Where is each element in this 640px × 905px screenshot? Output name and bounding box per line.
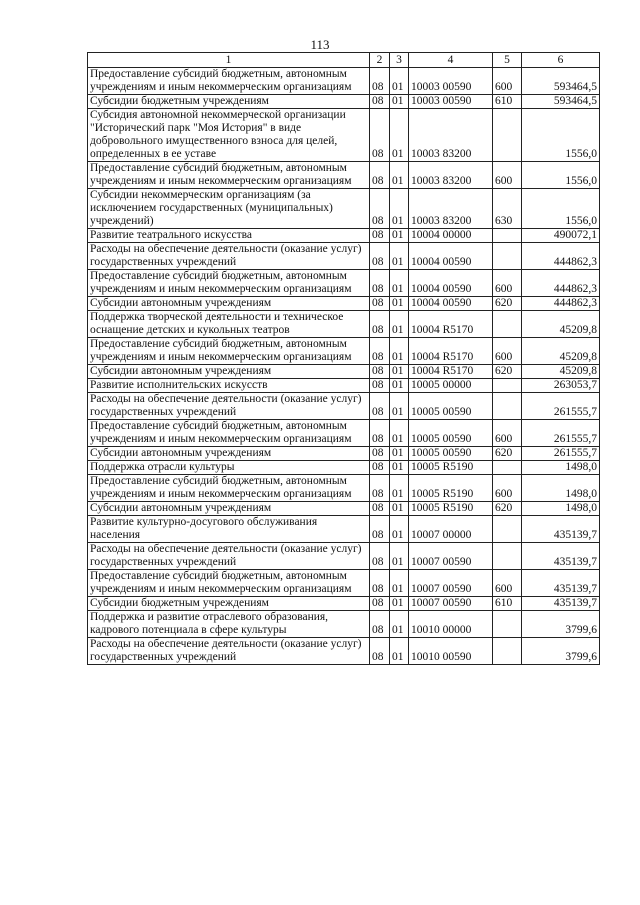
expense-type-cell [493,311,522,338]
row-name-cell: Субсидии автономным учреждениям [88,447,370,461]
section-code-cell: 08 [370,68,390,95]
page-number: 113 [310,37,330,52]
expense-type-cell [493,229,522,243]
section-code-cell: 08 [370,297,390,311]
amount-cell: 261555,7 [522,447,600,461]
section-code-cell: 08 [370,516,390,543]
row-name-cell: Субсидии автономным учреждениям [88,365,370,379]
target-article-cell: 10004 R5170 [409,365,493,379]
section-code-cell: 08 [370,95,390,109]
amount-cell: 45209,8 [522,338,600,365]
expense-type-cell: 600 [493,570,522,597]
expense-type-cell: 630 [493,189,522,229]
table-row [88,597,600,611]
amount-cell: 3799,6 [522,611,600,638]
target-article-cell: 10003 83200 [409,109,493,162]
amount-cell: 490072,1 [522,229,600,243]
target-article-cell: 10005 00590 [409,420,493,447]
expense-type-cell: 600 [493,162,522,189]
expense-type-cell [493,638,522,665]
amount-cell: 261555,7 [522,420,600,447]
amount-cell: 444862,3 [522,243,600,270]
section-code-cell: 08 [370,570,390,597]
subsection-code-cell: 01 [390,543,409,570]
amount-cell: 1556,0 [522,109,600,162]
row-name-cell: Субсидии автономным учреждениям [88,502,370,516]
expense-type-cell: 600 [493,420,522,447]
table-row [88,162,600,189]
section-code-cell: 08 [370,597,390,611]
target-article-cell: 10005 R5190 [409,475,493,502]
table-row [88,475,600,502]
row-name-cell: Поддержка творческой деятельности и техническое оснащение детских и кукольных театров [88,311,370,338]
section-code-cell: 08 [370,338,390,365]
amount-cell: 435139,7 [522,516,600,543]
subsection-code-cell: 01 [390,461,409,475]
row-name-cell: Предоставление субсидий бюджетным, автономным учреждениям и иным некоммерческим организациям [88,162,370,189]
column-header: 5 [493,53,522,68]
amount-cell: 444862,3 [522,297,600,311]
target-article-cell: 10007 00000 [409,516,493,543]
target-article-cell: 10005 00590 [409,393,493,420]
table-row [88,109,600,162]
amount-cell: 593464,5 [522,68,600,95]
subsection-code-cell: 01 [390,516,409,543]
budget-table [87,52,600,665]
target-article-cell: 10004 00000 [409,229,493,243]
target-article-cell: 10010 00590 [409,638,493,665]
subsection-code-cell: 01 [390,95,409,109]
subsection-code-cell: 01 [390,393,409,420]
expense-type-cell [493,611,522,638]
row-name-cell: Субсидия автономной некоммерческой организации "Исторический парк "Моя История" в виде добровольного имущественного взноса для целей, определенных в ее уставе [88,109,370,162]
table-row [88,297,600,311]
section-code-cell: 08 [370,243,390,270]
section-code-cell: 08 [370,420,390,447]
amount-cell: 261555,7 [522,393,600,420]
row-name-cell: Субсидии некоммерческим организациям (за исключением государственных (муниципальных) учреждений) [88,189,370,229]
subsection-code-cell: 01 [390,338,409,365]
target-article-cell: 10004 00590 [409,297,493,311]
table-row [88,189,600,229]
subsection-code-cell: 01 [390,447,409,461]
subsection-code-cell: 01 [390,68,409,95]
table-row [88,638,600,665]
row-name-cell: Предоставление субсидий бюджетным, автономным учреждениям и иным некоммерческим организациям [88,338,370,365]
subsection-code-cell: 01 [390,638,409,665]
expense-type-cell: 600 [493,68,522,95]
section-code-cell: 08 [370,611,390,638]
section-code-cell: 08 [370,461,390,475]
table-row [88,95,600,109]
table-row [88,611,600,638]
row-name-cell: Развитие театрального искусства [88,229,370,243]
header-row [88,53,600,68]
subsection-code-cell: 01 [390,611,409,638]
row-name-cell: Предоставление субсидий бюджетным, автономным учреждениям и иным некоммерческим организациям [88,475,370,502]
section-code-cell: 08 [370,502,390,516]
subsection-code-cell: 01 [390,502,409,516]
target-article-cell: 10007 00590 [409,543,493,570]
section-code-cell: 08 [370,229,390,243]
section-code-cell: 08 [370,379,390,393]
subsection-code-cell: 01 [390,270,409,297]
row-name-cell: Расходы на обеспечение деятельности (оказание услуг) государственных учреждений [88,638,370,665]
expense-type-cell [493,243,522,270]
row-name-cell: Поддержка отрасли культуры [88,461,370,475]
section-code-cell: 08 [370,638,390,665]
column-header: 3 [390,53,409,68]
target-article-cell: 10005 00000 [409,379,493,393]
row-name-cell: Развитие культурно-досугового обслуживания населения [88,516,370,543]
column-header: 6 [522,53,600,68]
subsection-code-cell: 01 [390,570,409,597]
amount-cell: 435139,7 [522,570,600,597]
row-name-cell: Предоставление субсидий бюджетным, автономным учреждениям и иным некоммерческим организациям [88,68,370,95]
table-row [88,243,600,270]
row-name-cell: Поддержка и развитие отраслевого образования, кадрового потенциала в сфере культуры [88,611,370,638]
amount-cell: 45209,8 [522,365,600,379]
amount-cell: 1498,0 [522,502,600,516]
section-code-cell: 08 [370,189,390,229]
table-row [88,447,600,461]
table-row [88,338,600,365]
target-article-cell: 10004 00590 [409,270,493,297]
amount-cell: 435139,7 [522,597,600,611]
row-name-cell: Развитие исполнительских искусств [88,379,370,393]
section-code-cell: 08 [370,447,390,461]
row-name-cell: Предоставление субсидий бюджетным, автономным учреждениям и иным некоммерческим организациям [88,270,370,297]
column-header: 4 [409,53,493,68]
subsection-code-cell: 01 [390,162,409,189]
subsection-code-cell: 01 [390,365,409,379]
row-name-cell: Расходы на обеспечение деятельности (оказание услуг) государственных учреждений [88,543,370,570]
amount-cell: 3799,6 [522,638,600,665]
column-header: 1 [88,53,370,68]
section-code-cell: 08 [370,162,390,189]
section-code-cell: 08 [370,109,390,162]
subsection-code-cell: 01 [390,229,409,243]
table-row [88,516,600,543]
target-article-cell: 10007 00590 [409,597,493,611]
table-row [88,543,600,570]
subsection-code-cell: 01 [390,475,409,502]
row-name-cell: Расходы на обеспечение деятельности (оказание услуг) государственных учреждений [88,243,370,270]
table-row [88,68,600,95]
section-code-cell: 08 [370,311,390,338]
expense-type-cell: 620 [493,297,522,311]
target-article-cell: 10005 R5190 [409,502,493,516]
row-name-cell: Субсидии бюджетным учреждениям [88,597,370,611]
column-header: 2 [370,53,390,68]
expense-type-cell [493,516,522,543]
expense-type-cell: 620 [493,447,522,461]
expense-type-cell: 620 [493,365,522,379]
expense-type-cell: 600 [493,475,522,502]
table-row [88,461,600,475]
expense-type-cell [493,543,522,570]
amount-cell: 263053,7 [522,379,600,393]
amount-cell: 435139,7 [522,543,600,570]
target-article-cell: 10005 R5190 [409,461,493,475]
row-name-cell: Субсидии автономным учреждениям [88,297,370,311]
subsection-code-cell: 01 [390,597,409,611]
amount-cell: 444862,3 [522,270,600,297]
table-row [88,365,600,379]
expense-type-cell: 610 [493,597,522,611]
target-article-cell: 10005 00590 [409,447,493,461]
row-name-cell: Расходы на обеспечение деятельности (оказание услуг) государственных учреждений [88,393,370,420]
section-code-cell: 08 [370,475,390,502]
expense-type-cell [493,379,522,393]
expense-type-cell: 610 [493,95,522,109]
table-row [88,570,600,597]
target-article-cell: 10003 00590 [409,95,493,109]
expense-type-cell [493,393,522,420]
amount-cell: 1556,0 [522,189,600,229]
target-article-cell: 10004 R5170 [409,311,493,338]
amount-cell: 1556,0 [522,162,600,189]
table-row [88,311,600,338]
expense-type-cell [493,461,522,475]
target-article-cell: 10003 83200 [409,189,493,229]
table-row [88,379,600,393]
expense-type-cell: 620 [493,502,522,516]
subsection-code-cell: 01 [390,189,409,229]
section-code-cell: 08 [370,393,390,420]
subsection-code-cell: 01 [390,311,409,338]
section-code-cell: 08 [370,543,390,570]
target-article-cell: 10003 00590 [409,68,493,95]
amount-cell: 593464,5 [522,95,600,109]
expense-type-cell: 600 [493,338,522,365]
subsection-code-cell: 01 [390,297,409,311]
table-row [88,502,600,516]
target-article-cell: 10003 83200 [409,162,493,189]
table-row [88,270,600,297]
subsection-code-cell: 01 [390,243,409,270]
subsection-code-cell: 01 [390,109,409,162]
table-row [88,229,600,243]
amount-cell: 1498,0 [522,461,600,475]
target-article-cell: 10007 00590 [409,570,493,597]
expense-type-cell: 600 [493,270,522,297]
amount-cell: 45209,8 [522,311,600,338]
target-article-cell: 10004 R5170 [409,338,493,365]
subsection-code-cell: 01 [390,420,409,447]
expense-type-cell [493,109,522,162]
section-code-cell: 08 [370,365,390,379]
amount-cell: 1498,0 [522,475,600,502]
row-name-cell: Субсидии бюджетным учреждениям [88,95,370,109]
table-row [88,393,600,420]
row-name-cell: Предоставление субсидий бюджетным, автономным учреждениям и иным некоммерческим организациям [88,570,370,597]
section-code-cell: 08 [370,270,390,297]
table-row [88,420,600,447]
subsection-code-cell: 01 [390,379,409,393]
target-article-cell: 10004 00590 [409,243,493,270]
target-article-cell: 10010 00000 [409,611,493,638]
row-name-cell: Предоставление субсидий бюджетным, автономным учреждениям и иным некоммерческим организациям [88,420,370,447]
